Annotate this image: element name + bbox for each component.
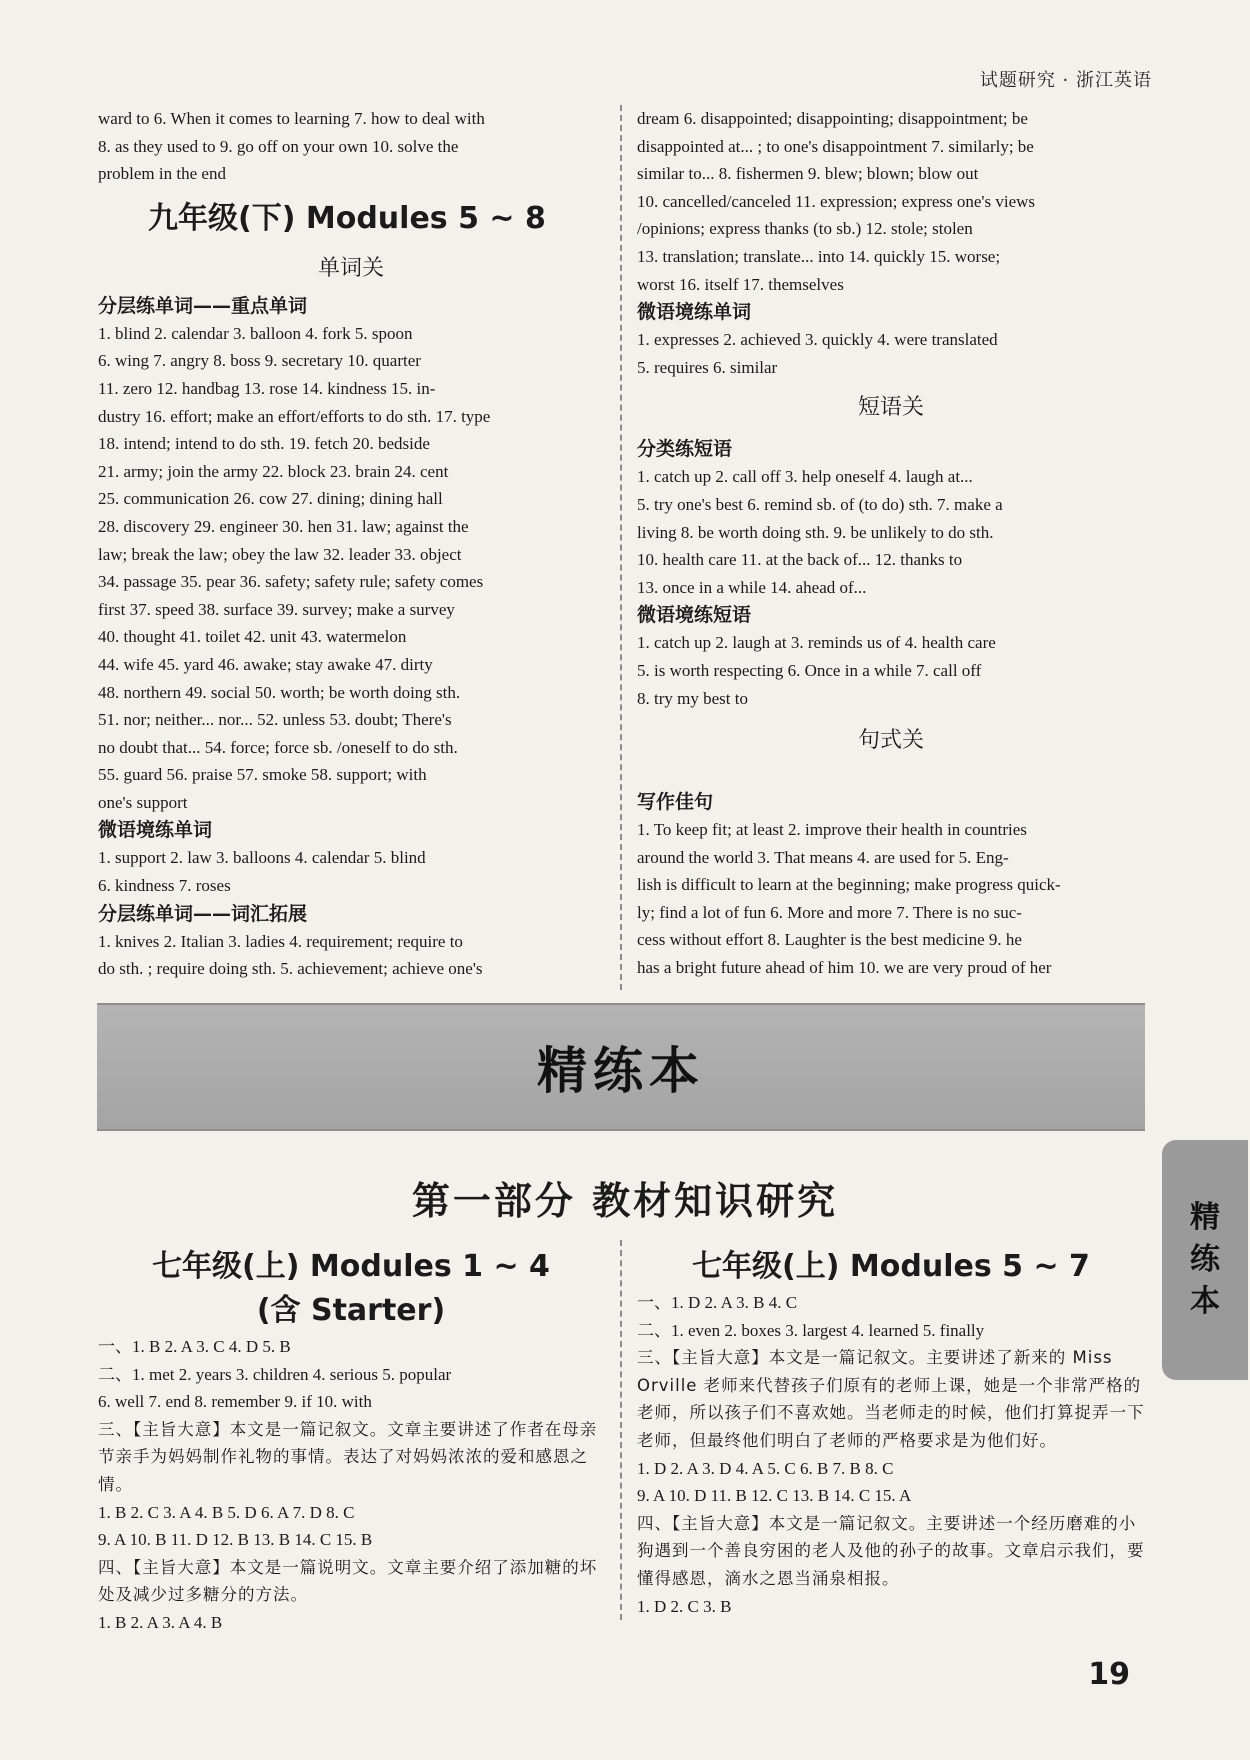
summary-paragraph: 四、【主旨大意】本文是一篇记叙文。主要讲述一个经历磨难的小狗遇到一个善良穷困的老人及他的孙子的故事。文章启示我们，要懂得感恩，滴水之恩当涌泉相报。 [637, 1513, 1145, 1588]
module-title: 七年级(上) Modules 1 ~ 4 [152, 1249, 550, 1284]
text-line: 1. catch up 2. call off 3. help oneself 4. laugh at... [637, 467, 973, 487]
part-title: 第一部分 教材知识研究 [411, 1179, 839, 1223]
module-title: 七年级(上) Modules 5 ~ 7 [692, 1249, 1090, 1284]
text-line: 1. support 2. law 3. balloons 4. calendar 5. blind [98, 848, 426, 868]
text-line: 5. is worth respecting 6. Once in a while 7. call off [637, 660, 982, 680]
column-divider [620, 105, 622, 990]
text-line: 9. A 10. B 11. D 12. B 13. B 14. C 15. B [98, 1530, 373, 1550]
text-line: dustry 16. effort; make an effort/efforts to do sth. 17. type [98, 406, 491, 426]
text-line: problem in the end [98, 164, 226, 184]
text-line: 34. passage 35. pear 36. safety; safety rule; safety comes [98, 572, 484, 592]
text-line: 1. blind 2. calendar 3. balloon 4. fork 5. spoon [98, 323, 413, 343]
subsection-title: 分层练单词——词汇拓展 [98, 902, 308, 925]
text-line: ly; find a lot of fun 6. More and more 7. There is no suc- [637, 902, 1022, 922]
subsection-title: 微语境练单词 [98, 819, 213, 842]
text-line: 55. guard 56. praise 57. smoke 58. support; with [98, 765, 427, 785]
text-line: 一、1. D 2. A 3. B 4. C [637, 1293, 798, 1312]
text-line: similar to... 8. fishermen 9. blew; blown; blow out [637, 164, 979, 184]
subsection-title: 分类练短语 [637, 438, 733, 461]
text-line: 28. discovery 29. engineer 30. hen 31. law; against the [98, 516, 469, 536]
subsection-title: 微语境练短语 [637, 604, 752, 627]
text-line: around the world 3. That means 4. are used for 5. Eng- [637, 847, 1009, 867]
text-line: living 8. be worth doing sth. 9. be unlikely to do sth. [637, 522, 994, 542]
text-line: 10. cancelled/canceled 11. expression; express one's views [637, 191, 1036, 211]
text-line: 二、1. met 2. years 3. children 4. serious 5. popular [98, 1364, 452, 1384]
text-line: 6. wing 7. angry 8. boss 9. secretary 10. quarter [98, 351, 421, 371]
text-line: 13. once in a while 14. ahead of... [637, 577, 867, 597]
summary-paragraph: 三、【主旨大意】本文是一篇记叙文。主要讲述了新来的 Miss Orville 老师来代替孩子们原有的老师上课，她是一个非常严格的老师，所以孩子们不喜欢她。当老师走的时候，他们打算捉弄一下老师，但最终他们明白了老师的严格要求是为他们好。 [637, 1348, 1145, 1450]
text-line: 1. B 2. A 3. A 4. B [98, 1612, 223, 1632]
text-line: 9. A 10. D 11. B 12. C 13. B 14. C 15. A [637, 1486, 912, 1506]
right-column [637, 105, 1145, 982]
text-line: 8. try my best to [637, 688, 748, 708]
text-line: law; break the law; obey the law 32. leader 33. object [98, 544, 462, 564]
text-line: has a bright future ahead of him 10. we are very proud of her [637, 958, 1052, 978]
text-line: no doubt that... 54. force; force sb. /oneself to do sth. [98, 737, 458, 757]
side-tab-char: 精 [1190, 1200, 1220, 1235]
bottom-left-column [98, 1245, 604, 1637]
header-title: 试题研究 · 浙江英语 [979, 70, 1152, 91]
text-line: 6. kindness 7. roses [98, 876, 231, 896]
text-line: /opinions; express thanks (to sb.) 12. stole; stolen [637, 219, 973, 239]
module-subtitle: (含 Starter) [256, 1293, 446, 1328]
text-line: 一、1. B 2. A 3. C 4. D 5. B [98, 1337, 291, 1356]
subsection-title: 写作佳句 [637, 791, 714, 814]
text-line: 5. requires 6. similar [637, 357, 778, 377]
left-column [98, 105, 604, 983]
text-line: worst 16. itself 17. themselves [637, 274, 844, 294]
text-line: 18. intend; intend to do sth. 19. fetch 20. bedside [98, 434, 430, 454]
text-line: 1. knives 2. Italian 3. ladies 4. requirement; require to [98, 931, 463, 951]
column-divider [620, 1240, 622, 1620]
text-line: 44. wife 45. yard 46. awake; stay awake 47. dirty [98, 654, 433, 674]
text-line: 5. try one's best 6. remind sb. of (to do) sth. 7. make a [637, 494, 1003, 514]
text-line: 40. thought 41. toilet 42. unit 43. watermelon [98, 627, 407, 647]
text-line: cess without effort 8. Laughter is the best medicine 9. he [637, 930, 1022, 950]
section-title: 九年级(下) Modules 5 ~ 8 [148, 200, 546, 236]
text-line: dream 6. disappointed; disappointing; disappointment; be [637, 109, 1028, 128]
text-line: 13. translation; translate... into 14. quickly 15. worse; [637, 246, 1001, 266]
side-tab-char: 本 [1190, 1284, 1220, 1319]
banner-title: 精练本 [537, 1042, 705, 1100]
text-line: 二、1. even 2. boxes 3. largest 4. learned 5. finally [637, 1320, 985, 1340]
section-banner [97, 1003, 1145, 1131]
text-line: first 37. speed 38. surface 39. survey; make a survey [98, 599, 455, 619]
text-line: 8. as they used to 9. go off on your own 10. solve the [98, 136, 459, 156]
subsection-title: 分层练单词——重点单词 [98, 294, 308, 317]
page-number: 19 [1088, 1657, 1130, 1692]
text-line: disappointed at... ; to one's disappointment 7. similarly; be [637, 136, 1034, 156]
phrases-title: 短语关 [857, 395, 924, 421]
sentences-title: 句式关 [857, 728, 924, 754]
subsection-title: 微语境练单词 [637, 301, 752, 324]
words-title: 单词关 [317, 255, 384, 281]
text-line: 48. northern 49. social 50. worth; be worth doing sth. [98, 682, 461, 702]
summary-paragraph: 四、【主旨大意】本文是一篇说明文。文章主要介绍了添加糖的坏处及减少过多糖分的方法。 [98, 1557, 598, 1605]
side-tab [1162, 1140, 1248, 1380]
text-line: 1. B 2. C 3. A 4. B 5. D 6. A 7. D 8. C [98, 1502, 355, 1522]
text-line: 51. nor; neither... nor... 52. unless 53. doubt; There's [98, 710, 452, 730]
text-line: 1. D 2. C 3. B [637, 1596, 732, 1616]
bottom-right-column [637, 1245, 1145, 1620]
text-line: 6. well 7. end 8. remember 9. if 10. with [98, 1392, 372, 1412]
text-line: one's support [98, 792, 188, 812]
text-line: 21. army; join the army 22. block 23. brain 24. cent [98, 461, 449, 481]
text-line: 10. health care 11. at the back of... 12. thanks to [637, 550, 963, 570]
text-line: 1. To keep fit; at least 2. improve their health in countries [637, 820, 1027, 840]
text-line: 11. zero 12. handbag 13. rose 14. kindness 15. in- [98, 378, 436, 398]
summary-paragraph: 三、【主旨大意】本文是一篇记叙文。文章主要讲述了作者在母亲节亲手为妈妈制作礼物的事情。表达了对妈妈浓浓的爱和感恩之情。 [98, 1419, 598, 1494]
text-line: 25. communication 26. cow 27. dining; dining hall [98, 489, 443, 509]
side-tab-char: 练 [1190, 1242, 1220, 1277]
text-line: 1. D 2. A 3. D 4. A 5. C 6. B 7. B 8. C [637, 1458, 894, 1478]
text-line: ward to 6. When it comes to learning 7. how to deal with [98, 109, 485, 128]
text-line: 1. expresses 2. achieved 3. quickly 4. were translated [637, 330, 998, 350]
text-line: 1. catch up 2. laugh at 3. reminds us of 4. health care [637, 633, 996, 653]
text-line: do sth. ; require doing sth. 5. achievement; achieve one's [98, 959, 483, 979]
text-line: lish is difficult to learn at the beginning; make progress quick- [637, 875, 1061, 895]
